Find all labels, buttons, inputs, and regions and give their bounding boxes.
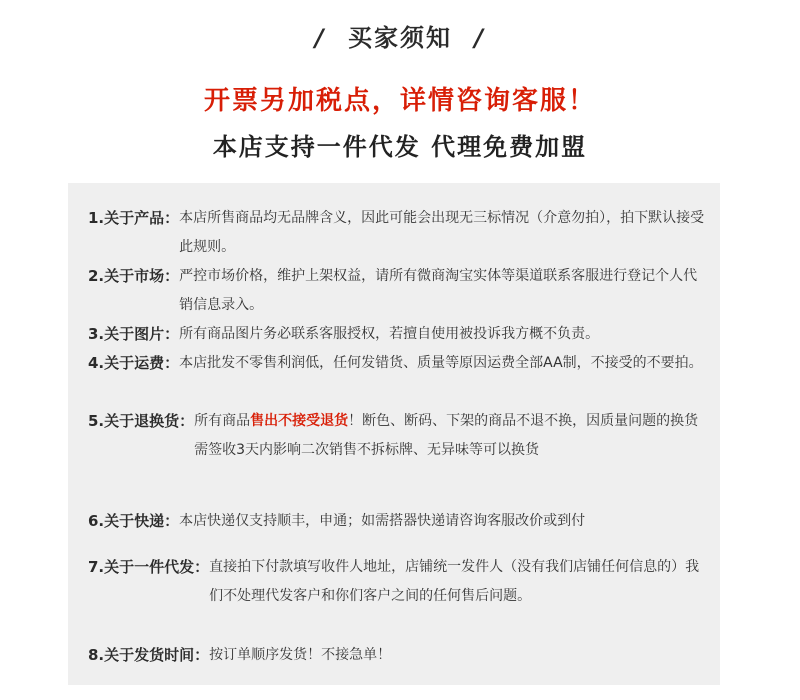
rule-shipping-fee	[88, 349, 706, 378]
rule-product	[88, 204, 706, 262]
rule-label: 3.关于图片：	[88, 325, 180, 343]
rule-dropship	[88, 553, 706, 611]
rule-text: 直接拍下付款填写收件人地址，店铺统一发件人（没有我们店铺任何信息的）我们不处理代发客户和你们客户之间的任何售后问题。	[209, 559, 700, 604]
rule-text-before: 所有商品	[194, 413, 251, 429]
title-slash-right: /	[474, 24, 486, 52]
rule-label: 2.关于市场：	[88, 267, 180, 285]
title-slash-left: /	[314, 24, 326, 52]
rule-label: 8.关于发货时间：	[88, 646, 210, 664]
invoice-notice: 开票另加税点，详情咨询客服！	[203, 86, 596, 116]
rule-label: 6.关于快递：	[88, 512, 180, 530]
rule-text: 本店批发不零售利润低，任何发错货、质量等原因运费全部AA制，不接受的不要拍。	[179, 355, 703, 371]
dropship-notice: 本店支持一件代发 代理免费加盟	[212, 133, 588, 161]
rule-label: 4.关于运费：	[88, 354, 180, 372]
rule-text: 按订单顺序发货！不接急单！	[209, 647, 392, 663]
rule-label: 7.关于一件代发：	[88, 558, 210, 576]
notice-panel	[68, 183, 720, 685]
rule-label: 5.关于退换货：	[88, 412, 195, 430]
rule-text: 本店快递仅支持顺丰，申通；如需搭器快递请咨询客服改价或到付	[179, 513, 586, 529]
page-title	[0, 18, 800, 53]
rule-text-after: ！断色、断码、下架的商品不退不换，因质量问题的换货需签收3天内影响二次销售不拆标牌、无异味等可以换货	[194, 413, 699, 458]
rule-label: 1.关于产品：	[88, 209, 180, 227]
title-text: 买家须知	[348, 24, 452, 52]
no-return-highlight: 售出不接受退货	[250, 413, 349, 429]
rule-dispatch-time	[88, 641, 706, 670]
rule-images	[88, 320, 706, 349]
rule-text	[194, 407, 706, 465]
rule-text: 本店所售商品均无品牌含义，因此可能会出现无三标情况（介意勿拍），拍下默认接受此规则。	[179, 210, 705, 255]
rule-courier	[88, 507, 706, 536]
rule-returns	[88, 407, 706, 465]
rule-text: 所有商品图片务必联系客服授权，若擅自使用被投诉我方概不负责。	[179, 326, 600, 342]
rule-market	[88, 262, 706, 320]
rule-text: 严控市场价格，维护上架权益，请所有微商淘宝实体等渠道联系客服进行登记个人代销信息录入。	[179, 268, 698, 313]
